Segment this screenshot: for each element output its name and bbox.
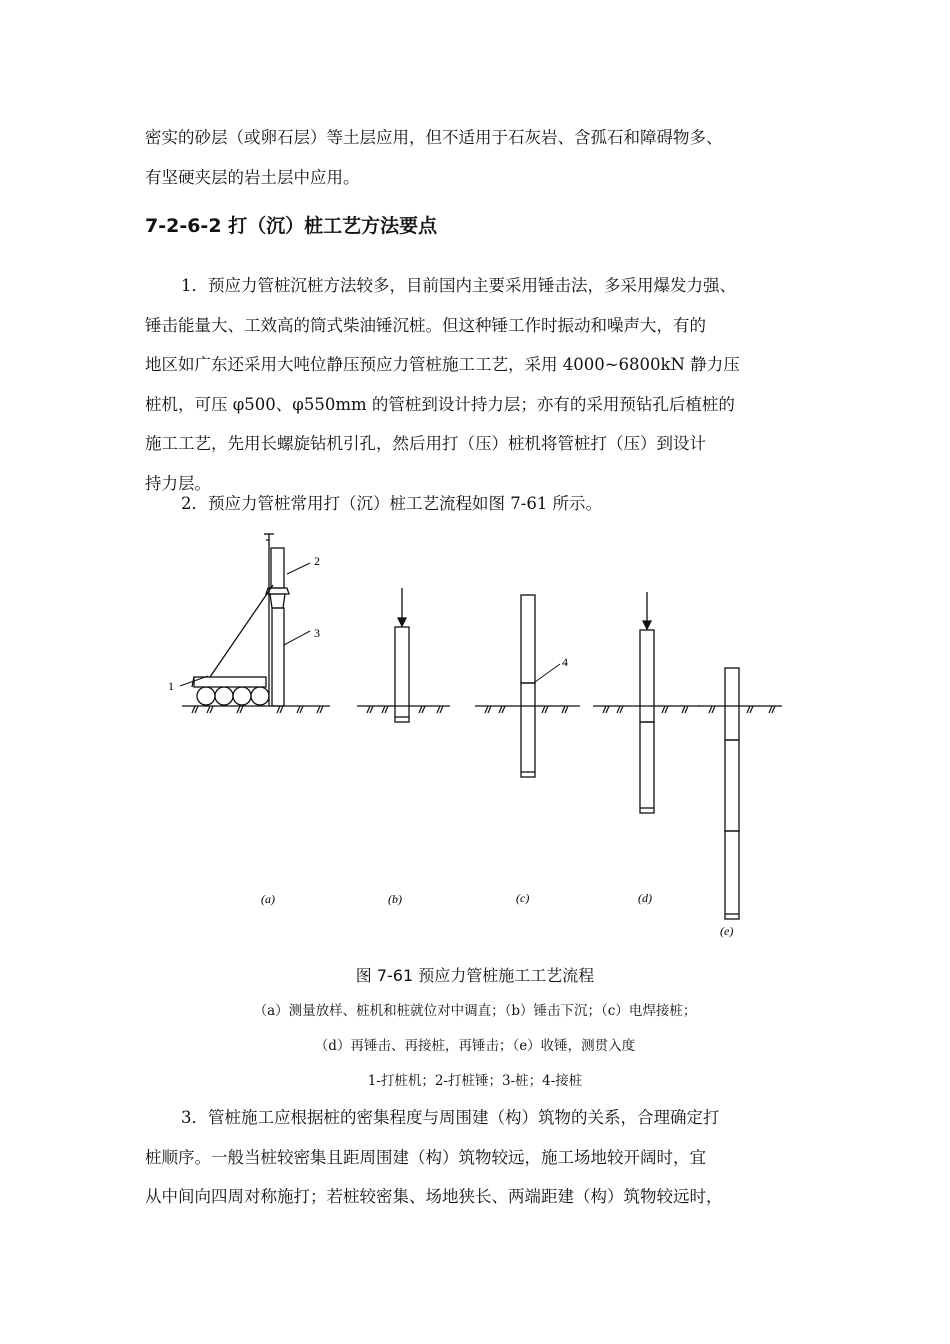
callout-3: 3: [314, 626, 320, 640]
text-line: 施工工艺，先用长螺旋钻机引孔，然后用打（压）桩机将管桩打（压）到设计: [145, 434, 706, 453]
intro-paragraph: [145, 118, 815, 197]
figure-caption-line: （d）再锤击、再接桩，再锤击；（e）收锤，测贯入度: [314, 1038, 636, 1054]
pile-top-section: [725, 668, 739, 740]
callout-4: 4: [562, 655, 568, 669]
text-line: 锤击能量大、工效高的筒式柴油锤沉桩。但这种锤工作时振动和噪声大，有的: [145, 315, 706, 335]
pile-bottom-section: [725, 831, 739, 919]
pile-process-figure: [150, 530, 800, 950]
paragraph-3: [145, 1098, 815, 1217]
upper-pile: [521, 595, 535, 683]
figure-caption-line: （a）测量放样、桩机和桩就位对中调直；（b）锤击下沉；（c）电焊接桩；: [253, 1003, 697, 1019]
upper-pile: [640, 630, 654, 722]
panel-b-hammer-driving: [357, 588, 450, 722]
panel-label-a: (a): [261, 892, 275, 906]
text-line: 持力层。: [145, 473, 211, 493]
lower-pile: [640, 722, 654, 813]
text-line: 桩顺序。一般当桩较密集且距周围建（构）筑物较远，施工场地较开阔时，宜: [145, 1147, 706, 1167]
callout-1: 1: [168, 679, 174, 693]
panel-a-pile-driver: [180, 534, 330, 713]
panel-e-final-set: [698, 668, 782, 919]
wheel: [215, 687, 233, 705]
section-heading: 7-2-6-2 打（沉）桩工艺方法要点: [145, 215, 438, 237]
text-line: 1．预应力管桩沉桩方法较多，目前国内主要采用锤击法，多采用爆发力强、: [181, 276, 736, 295]
text-line: 桩机，可压 φ500、φ550mm 的管桩到设计持力层；亦有的采用预钻孔后植桩的: [145, 394, 735, 414]
text-line: 2．预应力管桩常用打（沉）桩工艺流程如图 7-61 所示。: [181, 494, 603, 513]
panel-label-d: (d): [638, 891, 652, 905]
paragraph-1: [145, 266, 815, 503]
wheel: [251, 687, 269, 705]
panel-label-e: (e): [720, 924, 734, 938]
hammer: [271, 548, 284, 588]
wheel: [197, 687, 215, 705]
wheel: [233, 687, 251, 705]
figure-caption-title: 图 7-61 预应力管桩施工工艺流程: [355, 966, 595, 985]
callout-2: 2: [314, 554, 320, 568]
text-line: 从中间向四周对称施打；若桩较密集、场地狭长、两端距建（构）筑物较远时，: [145, 1187, 723, 1206]
text-line: 密实的砂层（或卵石层）等土层应用，但不适用于石灰岩、含孤石和障碍物多、: [145, 128, 723, 147]
lower-pile: [521, 683, 535, 777]
panel-label-c: (c): [516, 891, 530, 905]
pile: [272, 608, 284, 706]
text-line: 3．管桩施工应根据桩的密集程度与周围建（构）筑物的关系，合理确定打: [181, 1108, 720, 1127]
mast-brace: [210, 585, 273, 677]
figure-legend: 1-打桩机；2-打桩锤；3-桩；4-接桩: [367, 1073, 583, 1089]
pile: [395, 627, 409, 722]
panel-c-weld-joint: [475, 595, 580, 777]
driver-base: [194, 677, 266, 687]
paragraph-2: [145, 484, 815, 524]
text-line: 有坚硬夹层的岩土层中应用。: [145, 167, 360, 187]
pile-mid-section: [725, 740, 739, 831]
panel-d-redriving: [593, 592, 700, 813]
panel-label-b: (b): [388, 892, 402, 906]
text-line: 地区如广东还采用大吨位静压预应力管桩施工工艺，采用 4000~6800kN 静力压: [145, 355, 740, 374]
